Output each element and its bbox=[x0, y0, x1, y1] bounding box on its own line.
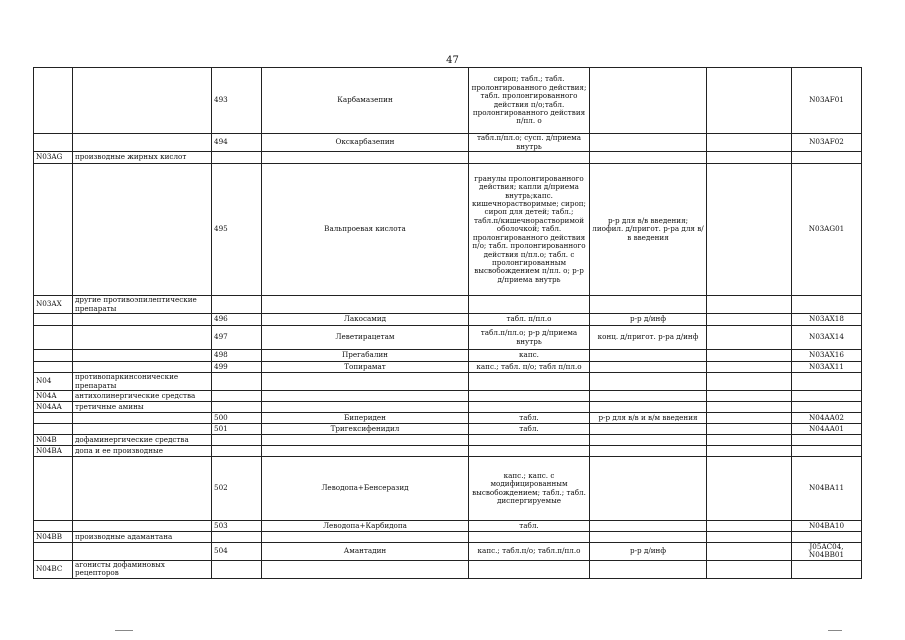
atc-code-cell: N04B bbox=[34, 435, 73, 446]
atc-ref-cell: N04BA10 bbox=[792, 521, 862, 532]
atc-code-cell: N04 bbox=[34, 373, 73, 391]
atc-ref-cell: J05AC04, N04BB01 bbox=[792, 543, 862, 561]
dosage-forms-cell: гранулы пролонгированного действия; капли д/приема внутрь;капс. кишечнорастворимые; сироп; сироп для детей; табл.; табл.п/кишечнорастворимой оболочкой; табл. пролонгированного действия п/о; табл. пролонгированного действия п/пл.о; табл. с пролонгированным высвобождением п/пл. о; р-р д/приема внутрь bbox=[469, 164, 590, 296]
group-row bbox=[34, 296, 862, 314]
injection-forms-cell bbox=[590, 362, 707, 373]
item-number-cell: 496 bbox=[212, 314, 262, 326]
dosage-forms-cell: капс.; табл.п/о; табл.п/пл.о bbox=[469, 543, 590, 561]
item-number-cell: 494 bbox=[212, 134, 262, 152]
injection-forms-cell bbox=[590, 402, 707, 413]
dosage-forms-cell bbox=[469, 152, 590, 164]
item-number-cell bbox=[212, 296, 262, 314]
atc-ref-cell: N04AA01 bbox=[792, 424, 862, 435]
blank-cell bbox=[707, 350, 792, 362]
blank-cell bbox=[707, 373, 792, 391]
drug-name-cell: Топирамат bbox=[262, 362, 469, 373]
injection-forms-cell bbox=[590, 391, 707, 402]
table-row bbox=[34, 413, 862, 424]
item-number-cell bbox=[212, 446, 262, 457]
group-name-cell bbox=[73, 164, 212, 296]
injection-forms-cell bbox=[590, 435, 707, 446]
item-number-cell: 501 bbox=[212, 424, 262, 435]
dosage-forms-cell: сироп; табл.; табл. пролонгированного действия; табл. пролонгированного действия п/о;табл. пролонгированного действия п/пл. о bbox=[469, 68, 590, 134]
group-name-cell bbox=[73, 314, 212, 326]
drug-name-cell: Бипериден bbox=[262, 413, 469, 424]
blank-cell bbox=[707, 391, 792, 402]
atc-ref-cell: N03AX14 bbox=[792, 326, 862, 350]
dosage-forms-cell: табл.п/пл.о; сусп. д/приема внутрь bbox=[469, 134, 590, 152]
item-number-cell: 499 bbox=[212, 362, 262, 373]
atc-code-cell bbox=[34, 424, 73, 435]
table-row bbox=[34, 457, 862, 521]
group-name-cell bbox=[73, 413, 212, 424]
atc-ref-cell: N04AA02 bbox=[792, 413, 862, 424]
drug-name-cell bbox=[262, 435, 469, 446]
atc-ref-cell: N03AF02 bbox=[792, 134, 862, 152]
blank-cell bbox=[707, 435, 792, 446]
atc-ref-cell: N03AX11 bbox=[792, 362, 862, 373]
group-name-cell: дофаминергические средства bbox=[73, 435, 212, 446]
group-name-cell: другие противоэпилептические препараты bbox=[73, 296, 212, 314]
dosage-forms-cell: капс.; табл. п/о; табл п/пл.о bbox=[469, 362, 590, 373]
group-name-cell: допа и ее производные bbox=[73, 446, 212, 457]
atc-ref-cell: N03AX16 bbox=[792, 350, 862, 362]
atc-code-cell bbox=[34, 521, 73, 532]
group-row bbox=[34, 152, 862, 164]
atc-ref-cell bbox=[792, 152, 862, 164]
dosage-forms-cell bbox=[469, 446, 590, 457]
table-row bbox=[34, 314, 862, 326]
table-row bbox=[34, 362, 862, 373]
table-row bbox=[34, 543, 862, 561]
item-number-cell: 493 bbox=[212, 68, 262, 134]
atc-ref-cell bbox=[792, 391, 862, 402]
drug-list-table bbox=[33, 67, 862, 579]
group-name-cell bbox=[73, 362, 212, 373]
atc-ref-cell: N03AX18 bbox=[792, 314, 862, 326]
dosage-forms-cell: капс.; капс. с модифицированным высвобождением; табл.; табл. диспергируемые bbox=[469, 457, 590, 521]
injection-forms-cell: конц. д/пригот. р-ра д/инф bbox=[590, 326, 707, 350]
item-number-cell: 498 bbox=[212, 350, 262, 362]
blank-cell bbox=[707, 134, 792, 152]
atc-ref-cell: N03AF01 bbox=[792, 68, 862, 134]
atc-code-cell: N04BA bbox=[34, 446, 73, 457]
atc-code-cell: N04BB bbox=[34, 532, 73, 543]
group-name-cell bbox=[73, 543, 212, 561]
atc-ref-cell: N04BA11 bbox=[792, 457, 862, 521]
atc-code-cell: N03AX bbox=[34, 296, 73, 314]
dosage-forms-cell: табл. bbox=[469, 424, 590, 435]
table-row bbox=[34, 134, 862, 152]
atc-ref-cell bbox=[792, 446, 862, 457]
item-number-cell bbox=[212, 402, 262, 413]
group-row bbox=[34, 560, 862, 578]
blank-cell bbox=[707, 314, 792, 326]
injection-forms-cell: р-р д/инф bbox=[590, 543, 707, 561]
drug-name-cell: Окскарбазепин bbox=[262, 134, 469, 152]
atc-code-cell bbox=[34, 457, 73, 521]
group-name-cell: агонисты дофаминовых рецепторов bbox=[73, 560, 212, 578]
dosage-forms-cell: табл. bbox=[469, 413, 590, 424]
group-name-cell: антихолинергические средства bbox=[73, 391, 212, 402]
group-row bbox=[34, 446, 862, 457]
item-number-cell: 497 bbox=[212, 326, 262, 350]
blank-cell bbox=[707, 532, 792, 543]
blank-cell bbox=[707, 164, 792, 296]
drug-name-cell: Леветирацетам bbox=[262, 326, 469, 350]
item-number-cell bbox=[212, 532, 262, 543]
atc-code-cell bbox=[34, 134, 73, 152]
injection-forms-cell bbox=[590, 457, 707, 521]
scan-mark-bottom-left bbox=[115, 630, 133, 631]
dosage-forms-cell bbox=[469, 435, 590, 446]
dosage-forms-cell bbox=[469, 560, 590, 578]
atc-code-cell: N04A bbox=[34, 391, 73, 402]
atc-ref-cell bbox=[792, 532, 862, 543]
blank-cell bbox=[707, 424, 792, 435]
drug-name-cell bbox=[262, 532, 469, 543]
atc-code-cell: N03AG bbox=[34, 152, 73, 164]
scan-mark-bottom-right bbox=[828, 630, 842, 631]
group-name-cell bbox=[73, 521, 212, 532]
table-row bbox=[34, 326, 862, 350]
drug-name-cell bbox=[262, 560, 469, 578]
atc-code-cell bbox=[34, 543, 73, 561]
item-number-cell bbox=[212, 560, 262, 578]
injection-forms-cell: р-р д/инф bbox=[590, 314, 707, 326]
group-name-cell: производные жирных кислот bbox=[73, 152, 212, 164]
atc-ref-cell bbox=[792, 560, 862, 578]
group-row bbox=[34, 532, 862, 543]
atc-code-cell bbox=[34, 362, 73, 373]
blank-cell bbox=[707, 152, 792, 164]
group-name-cell bbox=[73, 326, 212, 350]
atc-ref-cell bbox=[792, 402, 862, 413]
drug-name-cell bbox=[262, 446, 469, 457]
injection-forms-cell bbox=[590, 373, 707, 391]
injection-forms-cell bbox=[590, 424, 707, 435]
item-number-cell: 495 bbox=[212, 164, 262, 296]
group-row bbox=[34, 391, 862, 402]
blank-cell bbox=[707, 296, 792, 314]
dosage-forms-cell: капс. bbox=[469, 350, 590, 362]
atc-ref-cell bbox=[792, 373, 862, 391]
table-row bbox=[34, 424, 862, 435]
group-row bbox=[34, 402, 862, 413]
atc-ref-cell bbox=[792, 435, 862, 446]
injection-forms-cell bbox=[590, 532, 707, 543]
table-row bbox=[34, 68, 862, 134]
item-number-cell: 503 bbox=[212, 521, 262, 532]
page-number: 47 bbox=[446, 55, 459, 66]
atc-code-cell bbox=[34, 326, 73, 350]
injection-forms-cell bbox=[590, 350, 707, 362]
group-name-cell: противопаркинсонические препараты bbox=[73, 373, 212, 391]
group-name-cell bbox=[73, 457, 212, 521]
blank-cell bbox=[707, 326, 792, 350]
drug-name-cell: Вальпроевая кислота bbox=[262, 164, 469, 296]
item-number-cell bbox=[212, 435, 262, 446]
blank-cell bbox=[707, 413, 792, 424]
drug-name-cell bbox=[262, 296, 469, 314]
drug-name-cell: Карбамазепин bbox=[262, 68, 469, 134]
blank-cell bbox=[707, 362, 792, 373]
drug-name-cell: Прегабалин bbox=[262, 350, 469, 362]
item-number-cell bbox=[212, 152, 262, 164]
dosage-forms-cell: табл. п/пл.о bbox=[469, 314, 590, 326]
drug-name-cell bbox=[262, 391, 469, 402]
table-row bbox=[34, 164, 862, 296]
blank-cell bbox=[707, 521, 792, 532]
atc-ref-cell: N03AG01 bbox=[792, 164, 862, 296]
blank-cell bbox=[707, 457, 792, 521]
injection-forms-cell: р-р для в/в введения; лиофил. д/пригот. р-ра для в/в введения bbox=[590, 164, 707, 296]
dosage-forms-cell: табл.п/пл.о; р-р д/приема внутрь bbox=[469, 326, 590, 350]
drug-name-cell: Лакосамид bbox=[262, 314, 469, 326]
group-row bbox=[34, 435, 862, 446]
atc-code-cell bbox=[34, 350, 73, 362]
drug-name-cell bbox=[262, 373, 469, 391]
dosage-forms-cell bbox=[469, 402, 590, 413]
dosage-forms-cell bbox=[469, 296, 590, 314]
drug-name-cell bbox=[262, 152, 469, 164]
item-number-cell: 504 bbox=[212, 543, 262, 561]
group-name-cell bbox=[73, 134, 212, 152]
injection-forms-cell bbox=[590, 296, 707, 314]
atc-code-cell: N04AA bbox=[34, 402, 73, 413]
atc-code-cell bbox=[34, 164, 73, 296]
dosage-forms-cell bbox=[469, 373, 590, 391]
drug-name-cell bbox=[262, 402, 469, 413]
atc-ref-cell bbox=[792, 296, 862, 314]
item-number-cell bbox=[212, 391, 262, 402]
group-name-cell bbox=[73, 424, 212, 435]
group-name-cell bbox=[73, 350, 212, 362]
atc-code-cell: N04BC bbox=[34, 560, 73, 578]
atc-code-cell bbox=[34, 314, 73, 326]
group-name-cell bbox=[73, 68, 212, 134]
table-row bbox=[34, 350, 862, 362]
drug-name-cell: Леводопа+Карбидопа bbox=[262, 521, 469, 532]
dosage-forms-cell bbox=[469, 532, 590, 543]
drug-name-cell: Тригексифенидил bbox=[262, 424, 469, 435]
injection-forms-cell bbox=[590, 521, 707, 532]
dosage-forms-cell bbox=[469, 391, 590, 402]
atc-code-cell bbox=[34, 413, 73, 424]
injection-forms-cell bbox=[590, 560, 707, 578]
blank-cell bbox=[707, 543, 792, 561]
injection-forms-cell bbox=[590, 152, 707, 164]
group-name-cell: третичные амины bbox=[73, 402, 212, 413]
dosage-forms-cell: табл. bbox=[469, 521, 590, 532]
injection-forms-cell bbox=[590, 68, 707, 134]
item-number-cell: 502 bbox=[212, 457, 262, 521]
drug-name-cell: Леводопа+Бенсеразид bbox=[262, 457, 469, 521]
blank-cell bbox=[707, 68, 792, 134]
injection-forms-cell bbox=[590, 134, 707, 152]
blank-cell bbox=[707, 446, 792, 457]
blank-cell bbox=[707, 402, 792, 413]
item-number-cell bbox=[212, 373, 262, 391]
item-number-cell: 500 bbox=[212, 413, 262, 424]
atc-code-cell bbox=[34, 68, 73, 134]
injection-forms-cell bbox=[590, 446, 707, 457]
blank-cell bbox=[707, 560, 792, 578]
group-name-cell: производные адамантана bbox=[73, 532, 212, 543]
table-row bbox=[34, 521, 862, 532]
injection-forms-cell: р-р для в/в и в/м введения bbox=[590, 413, 707, 424]
drug-name-cell: Амантадин bbox=[262, 543, 469, 561]
group-row bbox=[34, 373, 862, 391]
